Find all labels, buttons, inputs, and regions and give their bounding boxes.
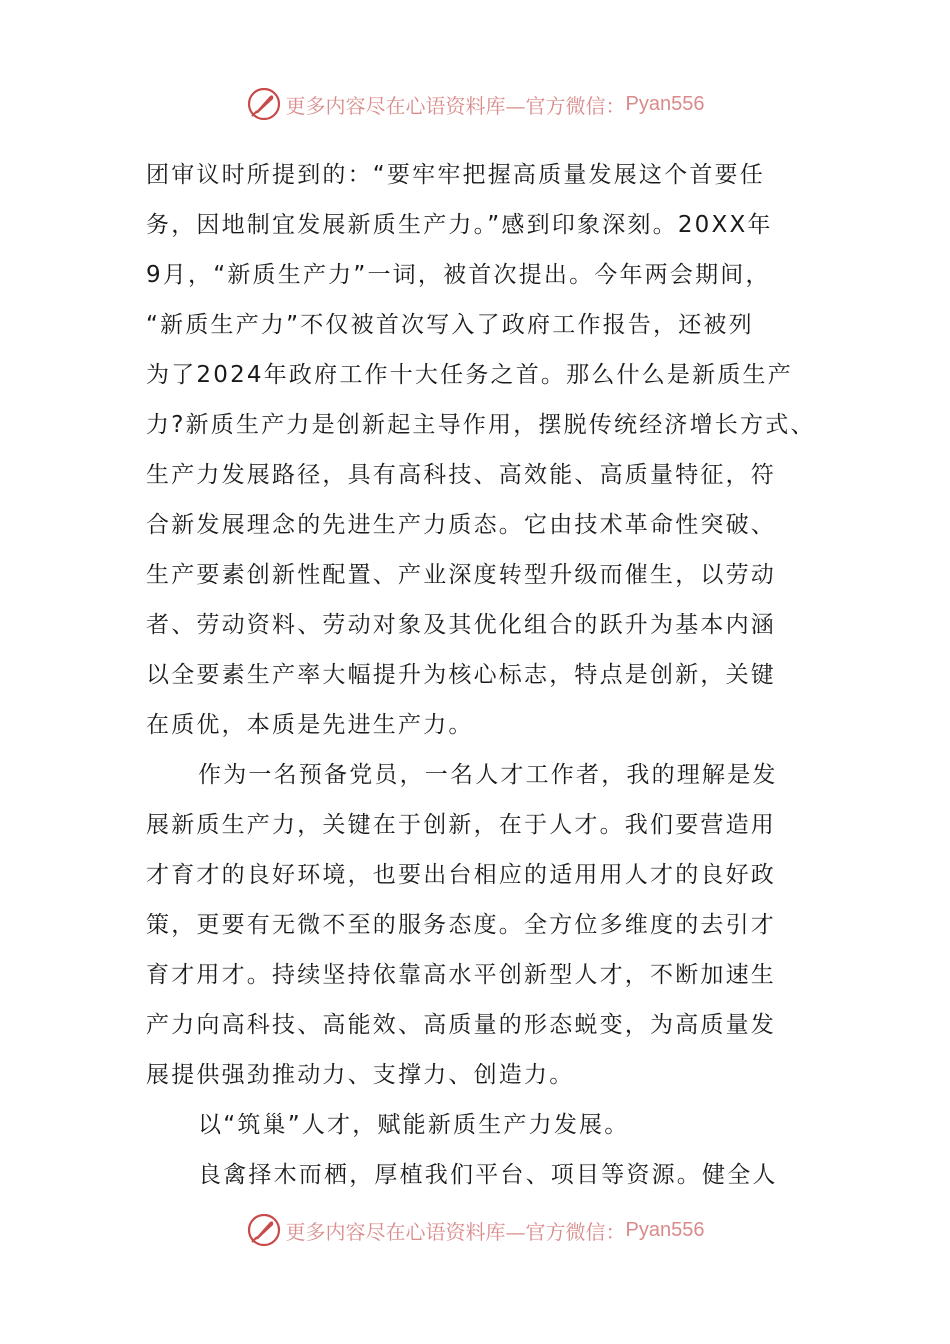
text-line: 务，因地制宜发展新质生产力。”感到印象深刻。20XX年 [146, 212, 773, 238]
text-line: 生产要素创新性配置、产业深度转型升级而催生，以劳动 [146, 562, 776, 588]
text-line: 者、劳动资料、劳动对象及其优化组合的跃升为基本内涵 [146, 612, 776, 638]
text-line: 生产力发展路径，具有高科技、高效能、高质量特征，符 [146, 462, 776, 488]
text-line: 团审议时所提到的：“要牢牢把握高质量发展这个首要任 [146, 162, 765, 188]
text-line: 力?新质生产力是创新起主导作用，摆脱传统经济增长方式、 [146, 412, 816, 438]
document-body [146, 150, 826, 1200]
text-line: 良禽择木而栖，厚植我们平台、项目等资源。健全人 [198, 1162, 778, 1188]
watermark-footer-text: 更多内容尽在心语资料库—官方微信： [285, 1219, 626, 1244]
watermark-footer-id: Pyan556 [625, 1218, 705, 1241]
text-line: 合新发展理念的先进生产力质态。它由技术革命性突破、 [146, 512, 776, 538]
text-line: 作为一名预备党员，一名人才工作者，我的理解是发 [198, 762, 778, 788]
text-line: 以全要素生产率大幅提升为核心标志，特点是创新，关键 [146, 662, 776, 688]
text-line: 展新质生产力，关键在于创新，在于人才。我们要营造用 [146, 812, 776, 838]
watermark-header [0, 84, 950, 124]
section-heading: 以“筑巢”人才，赋能新质生产力发展。 [198, 1112, 630, 1138]
quill-logo-icon [246, 86, 282, 122]
quill-logo-icon [246, 1212, 282, 1248]
text-line: 育才用才。持续坚持依靠高水平创新型人才，不断加速生 [146, 962, 776, 988]
text-line: 产力向高科技、高能效、高质量的形态蜕变，为高质量发 [146, 1012, 776, 1038]
text-line: 策，更要有无微不至的服务态度。全方位多维度的去引才 [146, 912, 776, 938]
text-line: 才育才的良好环境，也要出台相应的适用用人才的良好政 [146, 862, 776, 888]
text-line: 为了2024年政府工作十大任务之首。那么什么是新质生产 [146, 362, 793, 388]
watermark-header-id: Pyan556 [625, 92, 705, 115]
watermark-header-text: 更多内容尽在心语资料库—官方微信： [285, 93, 626, 118]
watermark-footer [0, 1210, 950, 1250]
text-line: 在质优，本质是先进生产力。 [146, 712, 474, 738]
text-line: 9月，“新质生产力”一词，被首次提出。今年两会期间， [146, 262, 771, 288]
text-line: “新质生产力”不仅被首次写入了政府工作报告，还被列 [146, 312, 754, 338]
text-line: 展提供强劲推动力、支撑力、创造力。 [146, 1062, 575, 1088]
